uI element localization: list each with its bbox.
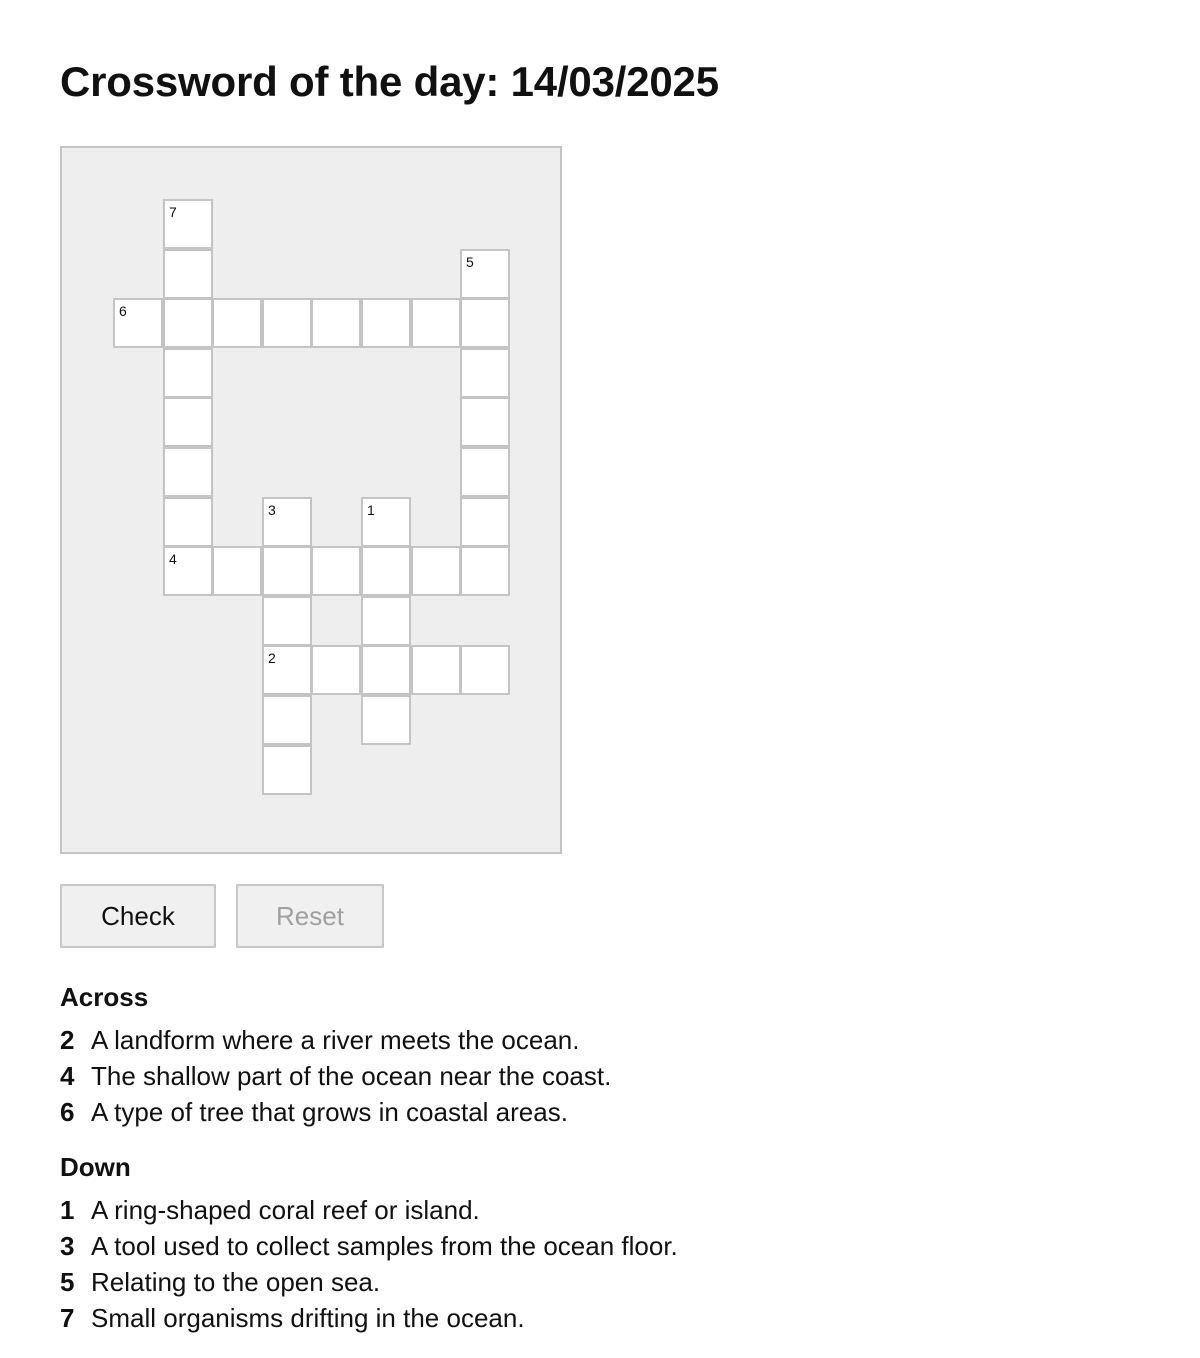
clue-number-label: 4 [169, 551, 177, 567]
grid-cell[interactable] [361, 695, 411, 745]
cell-input[interactable] [363, 300, 409, 346]
clue-text: A type of tree that grows in coastal areas. [91, 1097, 568, 1127]
grid-cell[interactable] [361, 546, 411, 596]
grid-cell[interactable] [460, 249, 510, 299]
grid-cell[interactable] [212, 546, 262, 596]
grid-cell[interactable] [262, 298, 312, 348]
reset-button[interactable]: Reset [236, 884, 384, 948]
grid-cell[interactable] [361, 645, 411, 695]
cell-input[interactable] [313, 647, 359, 693]
cell-input[interactable] [214, 548, 260, 594]
cell-input[interactable] [214, 300, 260, 346]
down-clue [60, 1192, 678, 1228]
down-clue [60, 1300, 678, 1336]
grid-cell[interactable] [163, 298, 213, 348]
cell-input[interactable] [462, 647, 508, 693]
clue-number: 5 [60, 1267, 75, 1297]
cell-input[interactable] [363, 548, 409, 594]
cell-input[interactable] [165, 300, 211, 346]
cell-input[interactable] [264, 598, 310, 644]
grid-cell[interactable] [163, 249, 213, 299]
grid-cell[interactable] [460, 447, 510, 497]
clue-text: A tool used to collect samples from the ocean floor. [91, 1231, 678, 1261]
crossword-grid [60, 146, 562, 854]
cell-input[interactable] [462, 548, 508, 594]
cell-input[interactable] [363, 499, 409, 545]
cell-input[interactable] [462, 300, 508, 346]
grid-cell[interactable] [460, 397, 510, 447]
clue-text: Small organisms drifting in the ocean. [91, 1303, 525, 1333]
grid-cell[interactable] [212, 298, 262, 348]
cell-input[interactable] [115, 300, 161, 346]
cell-input[interactable] [165, 399, 211, 445]
clue-number: 1 [60, 1195, 75, 1225]
clue-text: Relating to the open sea. [91, 1267, 381, 1297]
down-heading: Down [60, 1152, 131, 1182]
clue-number: 2 [60, 1025, 75, 1055]
cell-input[interactable] [363, 697, 409, 743]
down-clue [60, 1228, 678, 1264]
cell-input[interactable] [313, 300, 359, 346]
grid-cell[interactable] [262, 645, 312, 695]
cell-input[interactable] [363, 647, 409, 693]
clue-number: 6 [60, 1097, 75, 1127]
cell-input[interactable] [462, 399, 508, 445]
cell-input[interactable] [462, 499, 508, 545]
grid-cell[interactable] [262, 695, 312, 745]
cell-input[interactable] [264, 647, 310, 693]
grid-cell[interactable] [311, 645, 361, 695]
cell-input[interactable] [264, 300, 310, 346]
cell-input[interactable] [165, 350, 211, 396]
grid-cell[interactable] [311, 546, 361, 596]
grid-cell[interactable] [311, 298, 361, 348]
grid-cell[interactable] [411, 298, 461, 348]
clue-number: 7 [60, 1303, 75, 1333]
grid-cell[interactable] [460, 497, 510, 547]
cell-input[interactable] [165, 449, 211, 495]
grid-cell[interactable] [262, 596, 312, 646]
clue-text: A ring-shaped coral reef or island. [91, 1195, 480, 1225]
clue-number-label: 7 [169, 204, 177, 220]
grid-cell[interactable] [262, 745, 312, 795]
cell-input[interactable] [165, 201, 211, 247]
grid-cell[interactable] [411, 645, 461, 695]
cell-input[interactable] [413, 300, 459, 346]
cell-input[interactable] [165, 548, 211, 594]
cell-input[interactable] [264, 747, 310, 793]
grid-cell[interactable] [361, 596, 411, 646]
down-clue-list [60, 1192, 678, 1336]
cell-input[interactable] [413, 548, 459, 594]
across-clue [60, 1058, 611, 1094]
clue-text: A landform where a river meets the ocean. [91, 1025, 580, 1055]
check-button[interactable]: Check [60, 884, 216, 948]
clue-number-label: 3 [268, 502, 276, 518]
grid-cell[interactable] [460, 645, 510, 695]
grid-cell[interactable] [113, 298, 163, 348]
clue-number-label: 1 [367, 502, 375, 518]
grid-cell[interactable] [460, 298, 510, 348]
across-clue [60, 1094, 611, 1130]
across-heading: Across [60, 982, 149, 1012]
grid-cell[interactable] [163, 348, 213, 398]
across-clue [60, 1022, 611, 1058]
page-title: Crossword of the day: 14/03/2025 [60, 58, 719, 105]
grid-cell[interactable] [460, 546, 510, 596]
cell-input[interactable] [413, 647, 459, 693]
grid-cell[interactable] [460, 348, 510, 398]
across-clue-list [60, 1022, 611, 1130]
cell-input[interactable] [264, 548, 310, 594]
cell-input[interactable] [462, 251, 508, 297]
cell-input[interactable] [313, 548, 359, 594]
grid-cell[interactable] [411, 546, 461, 596]
clue-number: 3 [60, 1231, 75, 1261]
cell-input[interactable] [363, 598, 409, 644]
grid-cell[interactable] [163, 447, 213, 497]
cell-input[interactable] [165, 251, 211, 297]
grid-cell[interactable] [163, 397, 213, 447]
clue-number-label: 2 [268, 650, 276, 666]
clue-text: The shallow part of the ocean near the coast. [91, 1061, 612, 1091]
grid-cell[interactable] [262, 546, 312, 596]
grid-cell[interactable] [163, 546, 213, 596]
grid-cell[interactable] [361, 497, 411, 547]
grid-cell[interactable] [163, 199, 213, 249]
cell-input[interactable] [264, 697, 310, 743]
cell-input[interactable] [462, 449, 508, 495]
down-clue [60, 1264, 678, 1300]
clue-number-label: 6 [119, 303, 127, 319]
cell-input[interactable] [462, 350, 508, 396]
cell-input[interactable] [264, 499, 310, 545]
clue-number-label: 5 [466, 254, 474, 270]
cell-input[interactable] [165, 499, 211, 545]
grid-cell[interactable] [262, 497, 312, 547]
clue-number: 4 [60, 1061, 75, 1091]
grid-cell[interactable] [361, 298, 411, 348]
grid-cell[interactable] [163, 497, 213, 547]
